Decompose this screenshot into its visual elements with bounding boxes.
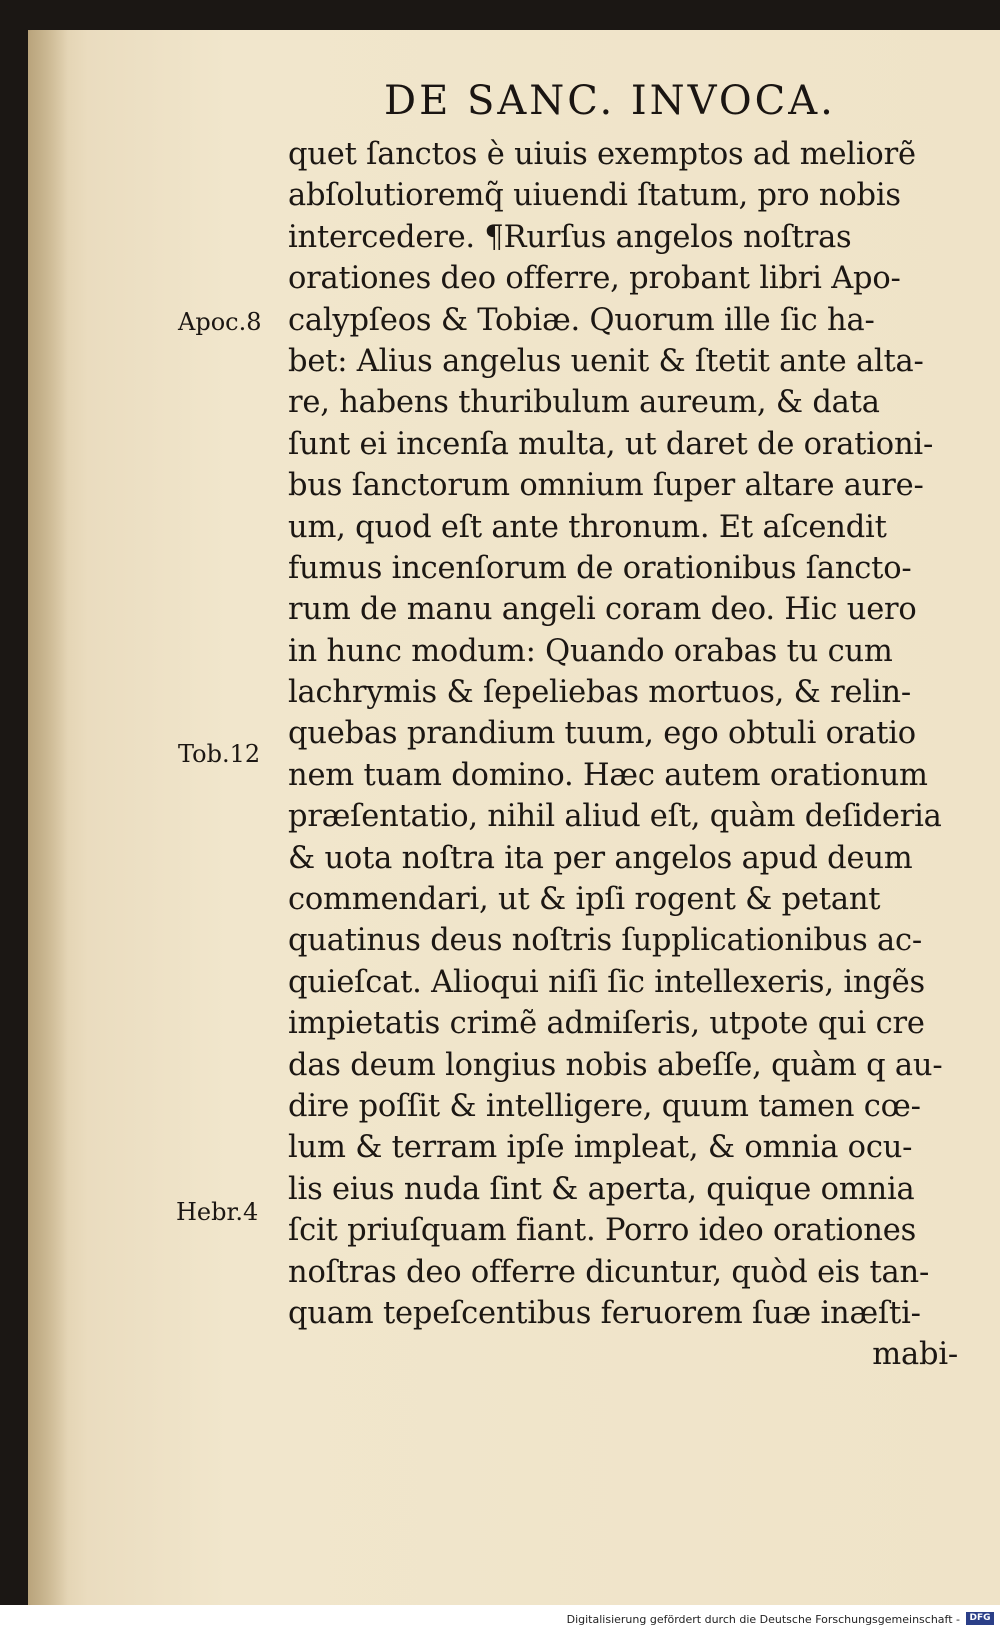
margin-note-hebr: Hebr.4 [176, 1198, 259, 1226]
text-line: noſtras deo offerre dicuntur, quòd eis tan- [288, 1254, 930, 1290]
text-line: quam tepeſcentibus feruorem ſuæ inæſti- [288, 1295, 921, 1331]
running-head: DE SANC. INVOCA. [384, 78, 836, 124]
text-line: præſentatio, nihil aliud eſt, quàm deſideria [288, 799, 942, 835]
footer-bar [0, 1605, 1000, 1633]
text-line: calypſeos & Tobiæ. Quorum ille ſic ha- [288, 302, 875, 338]
text-line: quieſcat. Alioqui niſi ſic intellexeris, ingẽs [288, 964, 925, 1000]
margin-note-tob: Tob.12 [178, 740, 261, 768]
body-text [288, 134, 968, 1376]
text-line: ſcit priuſquam fiant. Porro ideo orationes [288, 1213, 917, 1249]
text-line: bet: Alius angelus uenit & ſtetit ante alta- [288, 343, 924, 379]
catchword: mabi- [872, 1337, 958, 1373]
dfg-logo: DFG [966, 1612, 994, 1625]
text-line: ſunt ei incenſa multa, ut daret de orationi- [288, 426, 934, 462]
text-line: lum & terram ipſe impleat, & omnia ocu- [288, 1130, 913, 1166]
footer-credit: Digitalisierung gefördert durch die Deutsche Forschungsgemeinschaft - [566, 1613, 960, 1626]
text-line: abſolutioremq̃ uiuendi ſtatum, pro nobis [288, 178, 901, 214]
text-line: das deum longius nobis abeſſe, quàm q au- [288, 1047, 943, 1083]
text-line: intercedere. ¶Rurſus angelos noſtras [288, 219, 852, 255]
margin-note-apoc: Apoc.8 [178, 308, 262, 336]
text-line: fumus incenſorum de orationibus ſancto- [288, 550, 912, 586]
text-line: quebas prandium tuum, ego obtuli oratio [288, 716, 916, 752]
text-line: orationes deo offerre, probant libri Apo- [288, 261, 901, 297]
text-line: nem tuam domino. Hæc autem orationum [288, 757, 928, 793]
text-line: bus ſanctorum omnium ſuper altare aure- [288, 468, 924, 504]
text-line: & uota noſtra ita per angelos apud deum [288, 840, 913, 876]
text-line: rum de manu angeli coram deo. Hic uero [288, 592, 917, 628]
text-line: lachrymis & ſepeliebas mortuos, & relin- [288, 675, 911, 711]
text-line: re, habens thuribulum aureum, & data [288, 385, 880, 421]
text-line: in hunc modum: Quando orabas tu cum [288, 633, 893, 669]
text-line: quatinus deus noſtris ſupplicationibus ac- [288, 923, 923, 959]
text-line: impietatis crimẽ admiſeris, utpote qui cre [288, 1006, 925, 1042]
text-line: dire poſſit & intelligere, quum tamen cœ- [288, 1088, 921, 1124]
text-line: commendari, ut & ipſi rogent & petant [288, 882, 881, 918]
page-gutter-shadow [28, 30, 68, 1605]
text-line: lis eius nuda ſint & aperta, quique omnia [288, 1171, 915, 1207]
text-line: um, quod eſt ante thronum. Et aſcendit [288, 509, 887, 545]
text-line: quet ſanctos è uiuis exemptos ad meliorẽ [288, 137, 916, 172]
